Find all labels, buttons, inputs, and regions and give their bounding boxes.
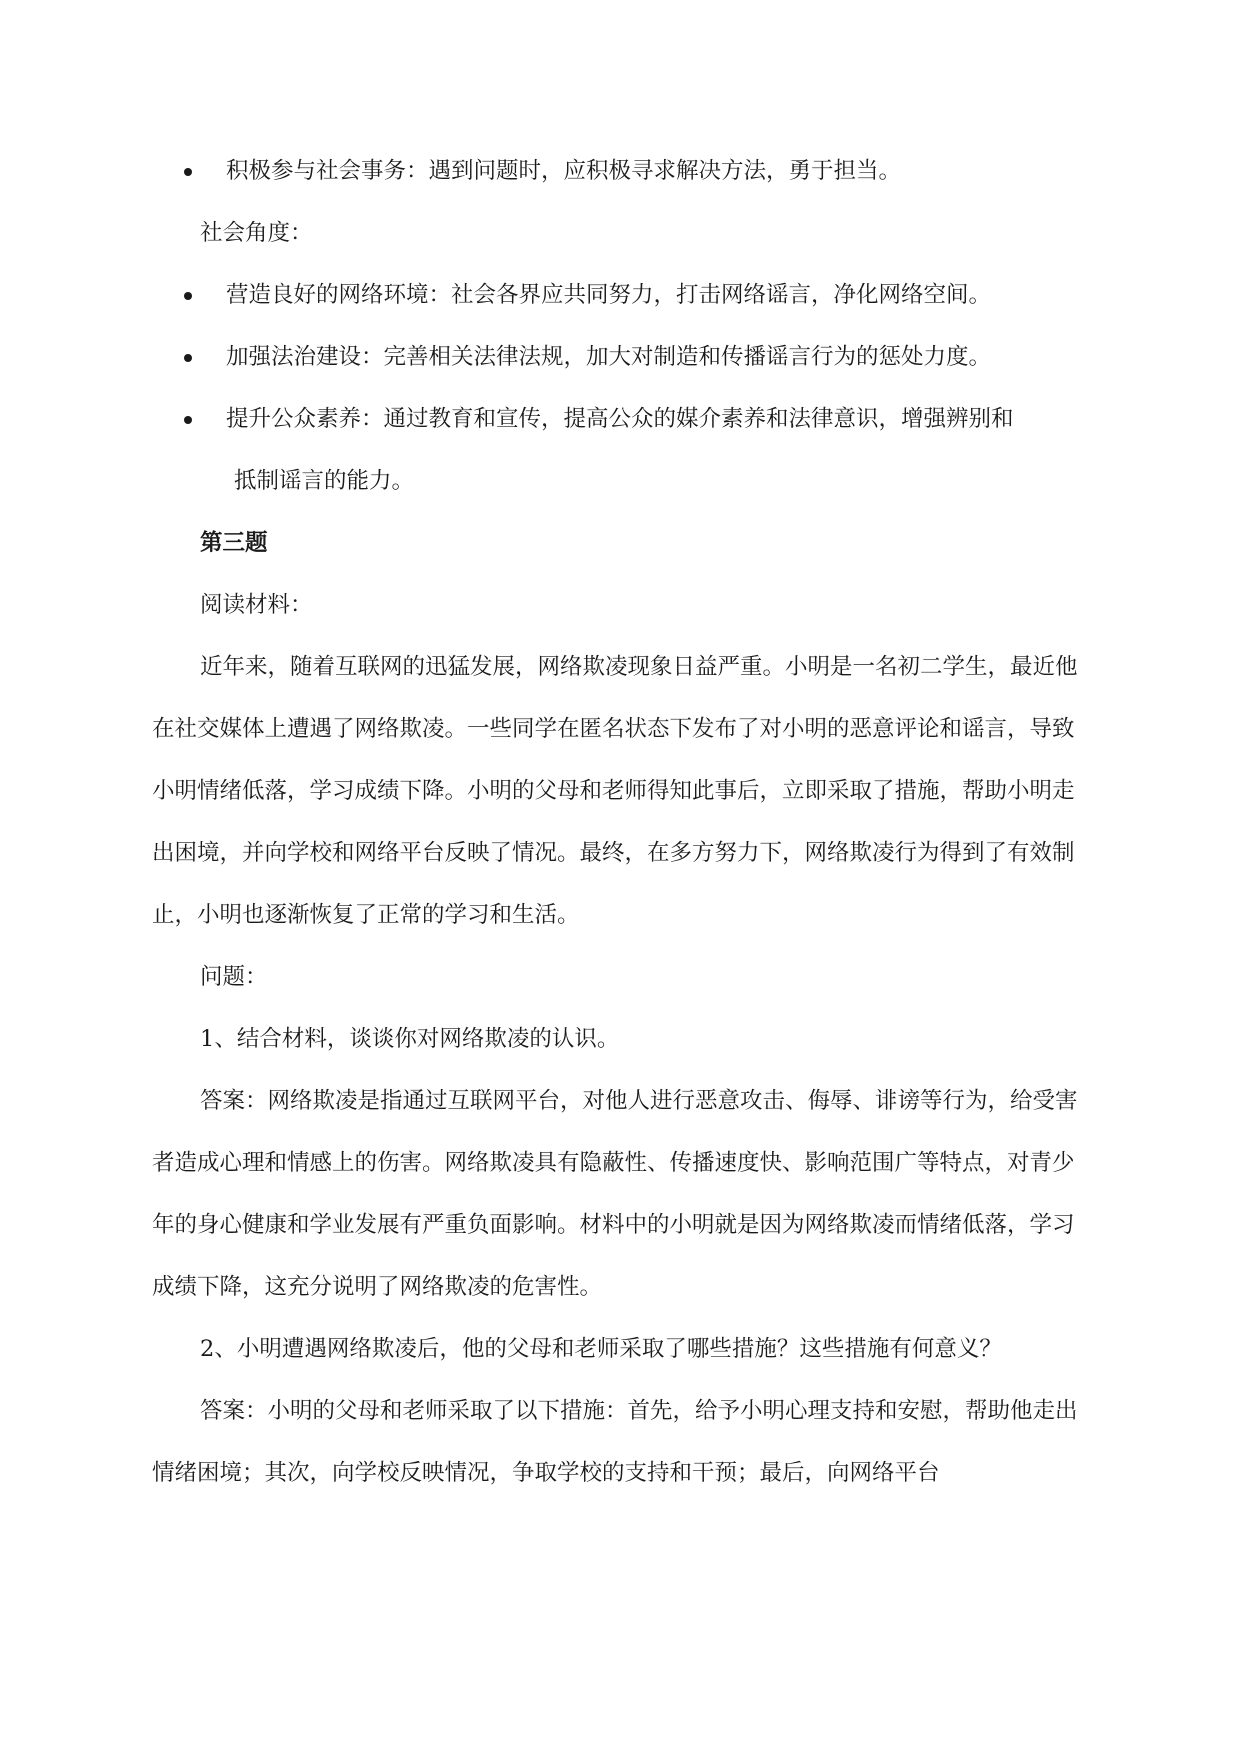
bullet-text: 营造良好的网络环境：社会各界应共同努力，打击网络谣言，净化网络空间。 [226,282,992,308]
bullet-item-rule-of-law [152,326,1092,388]
bullet-dot-icon [184,168,192,176]
question-label: 问题： [200,964,268,990]
bullet-text: 提升公众素养：通过教育和宣传，提高公众的媒介素养和法律意识，增强辨别和 [226,406,1014,432]
question-three-heading: 第三题 [200,530,268,556]
document-body [152,140,1092,1504]
reading-material-label: 阅读材料： [200,592,313,618]
question-two: 2、小明遭遇网络欺凌后，他的父母和老师采取了哪些措施？这些措施有何意义？ [200,1336,1002,1362]
bullet-item-participation [152,140,1092,202]
bullet-item-network-environment [152,264,1092,326]
bullet-text: 加强法治建设：完善相关法律法规，加大对制造和传播谣言行为的惩处力度。 [226,344,992,370]
bullet-text-continuation: 抵制谣言的能力。 [234,468,415,494]
bullet-text: 积极参与社会事务：遇到问题时，应积极寻求解决方法，勇于担当。 [226,158,902,184]
material-paragraph: 近年来，随着互联网的迅猛发展，网络欺凌现象日益严重。小明是一名初二学生，最近他在社交媒体上遭遇了网络欺凌。一些同学在匿名状态下发布了对小明的恶意评论和谣言，导致小明情绪低落，学习成绩下降。小明的父母和老师得知此事后，立即采取了措施，帮助小明走出困境，并向学校和网络平台反映了情况。最终，在多方努力下，网络欺凌行为得到了有效制止，小明也逐渐恢复了正常的学习和生活。 [152,654,1078,928]
bullet-item-public-literacy [152,388,1092,512]
social-perspective-label: 社会角度： [200,220,313,246]
answer-two: 答案：小明的父母和老师采取了以下措施：首先，给予小明心理支持和安慰，帮助他走出情绪困境；其次，向学校反映情况，争取学校的支持和干预；最后，向网络平台 [152,1398,1078,1486]
bullet-dot-icon [184,292,192,300]
answer-one: 答案：网络欺凌是指通过互联网平台，对他人进行恶意攻击、侮辱、诽谤等行为，给受害者造成心理和情感上的伤害。网络欺凌具有隐蔽性、传播速度快、影响范围广等特点，对青少年的身心健康和学业发展有严重负面影响。材料中的小明就是因为网络欺凌而情绪低落，学习成绩下降，这充分说明了网络欺凌的危害性。 [152,1088,1078,1300]
question-one: 1、结合材料，谈谈你对网络欺凌的认识。 [200,1026,620,1052]
bullet-dot-icon [184,416,192,424]
bullet-dot-icon [184,354,192,362]
